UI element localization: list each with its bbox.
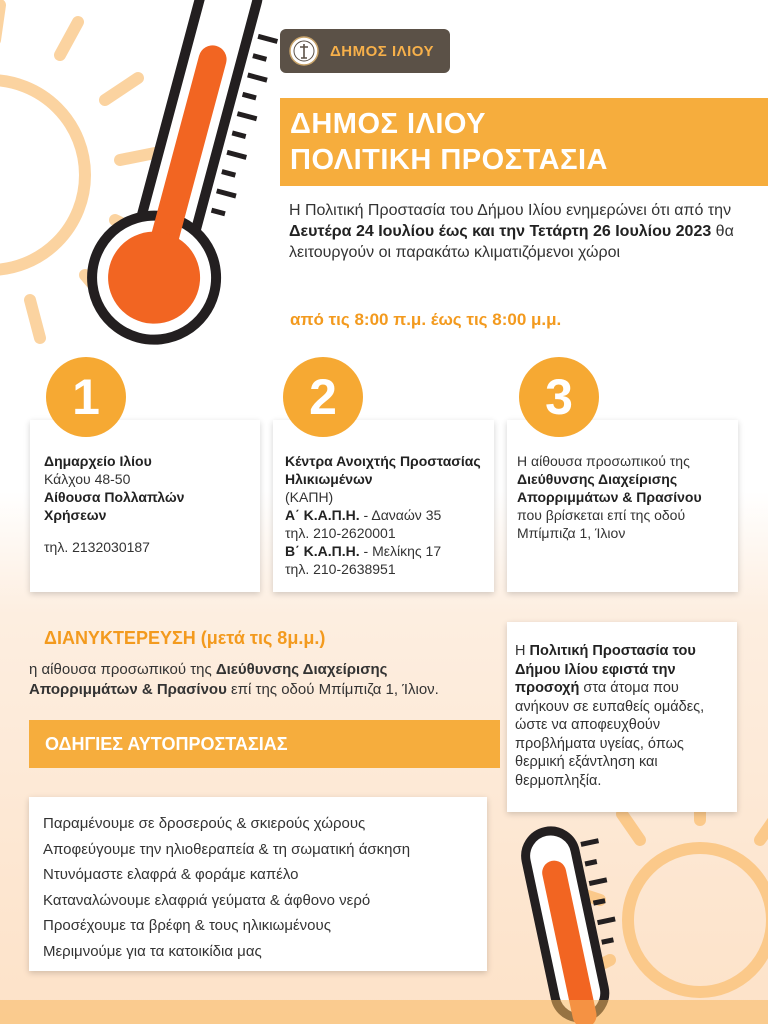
guide-title: ΟΔΗΓΙΕΣ ΑΥΤΟΠΡΟΣΤΑΣΙΑΣ (29, 720, 500, 768)
intro-dates: Δευτέρα 24 Ιουλίου έως και την Τετάρτη 26 Ιουλίου 2023 (289, 223, 712, 240)
location-3-post: που βρίσκεται επί της οδού Μπίμπιζα 1, Ίλιον (517, 507, 686, 541)
guide-item: Καταναλώνουμε ελαφριά γεύματα & άφθονο νερό (43, 891, 371, 909)
logo-text: ΔΗΜΟΣ ΙΛΙΟΥ (330, 42, 435, 60)
overnight-title: ΔΙΑΝΥΚΤΕΡΕΥΣΗ (μετά τις 8μ.μ.) (44, 628, 326, 648)
location-2-name: Κέντρα Ανοιχτής Προστασίας Ηλικιωμένων (285, 453, 481, 487)
location-3-pre: Η αίθουσα προσωπικού της (517, 453, 690, 469)
opening-hours: από τις 8:00 π.μ. έως τις 8:00 μ.μ. (290, 310, 562, 329)
guide-item: Παραμένουμε σε δροσερούς & σκιερούς χώρους (43, 815, 366, 832)
location-card-3 (507, 420, 738, 592)
sun-icon-bottom (570, 790, 768, 992)
overnight-pre: η αίθουσα προσωπικού της (29, 661, 216, 678)
location-1-room: Αίθουσα Πολλαπλών Χρήσεων (44, 489, 185, 523)
title-line-2: ΠΟΛΙΤΙΚΗ ΠΡΟΣΤΑΣΙΑ (290, 144, 608, 176)
title-banner (280, 98, 768, 186)
location-card-1 (30, 420, 260, 592)
thermometer-icon (78, 0, 297, 354)
overnight-location: Διεύθυνσης Διαχείρισης Απορριμμάτων & Πρασίνου (29, 661, 388, 698)
location-card-2 (273, 420, 494, 592)
warning-highlight: Πολιτική Προστασία του Δήμου Ιλίου εφιστά την προσοχή (515, 643, 696, 696)
guide-item: Αποφεύγουμε την ηλιοθεραπεία & τη σωματική άσκηση (43, 840, 411, 858)
sun-icon (0, 5, 160, 338)
location-3-name: Διεύθυνσης Διαχείρισης Απορριμμάτων & Πρασίνου (517, 471, 702, 505)
intro-part-1: Η Πολιτική Προστασία του Δήμου Ιλίου ενημερώνει ότι από την (289, 202, 732, 219)
warning-post: στα άτομα που ανήκουν σε ευπαθείς ομάδες, ώστε να αποφευχθούν προβλήματα υγείας, όπως θερμική εξάντληση και θερμοπληξία. (515, 680, 705, 789)
warning-card (507, 622, 737, 812)
location-1-phone: τηλ. 2132030187 (44, 539, 150, 555)
bottom-stripe (0, 1000, 768, 1024)
location-2b-label: Β΄ Κ.Α.Π.Η. (285, 543, 360, 559)
warning-pre: Η (515, 643, 530, 659)
intro-text (289, 200, 739, 263)
location-2a-phone: τηλ. 210-2620001 (285, 525, 396, 541)
guide-item: Προσέχουμε τα βρέφη & τους ηλικιωμένους (43, 917, 331, 934)
location-2-abbr: (ΚΑΠΗ) (285, 489, 334, 505)
municipality-logo (280, 29, 450, 73)
overnight-text (29, 660, 499, 700)
guide-item: Μεριμνούμε για τα κατοικίδια μας (43, 942, 262, 960)
location-2a-address: - Δαναών 35 (359, 507, 442, 523)
guide-list (29, 797, 487, 971)
municipal-seal-icon (288, 35, 320, 67)
number-badge-3: 3 (519, 357, 599, 437)
location-2b-phone: τηλ. 210-2638951 (285, 561, 396, 577)
thermometer-icon-bottom (521, 821, 636, 1024)
location-1-address: Κάλχου 48-50 (44, 471, 131, 487)
guide-item: Ντυνόμαστε ελαφρά & φοράμε καπέλο (43, 866, 299, 883)
location-2b-address: - Μελίκης 17 (359, 543, 442, 559)
location-2a-label: Α΄ Κ.Α.Π.Η. (285, 507, 360, 523)
number-badge-2: 2 (283, 357, 363, 437)
overnight-post: επί της οδού Μπίμπιζα 1, Ίλιον. (226, 681, 439, 698)
location-1-name: Δημαρχείο Ιλίου (44, 453, 152, 469)
number-badge-1: 1 (46, 357, 126, 437)
title-line-1: ΔΗΜΟΣ ΙΛΙΟΥ (290, 108, 487, 140)
intro-part-2: θα λειτουργούν οι παρακάτω κλιματιζόμενοι χώροι (289, 223, 734, 261)
